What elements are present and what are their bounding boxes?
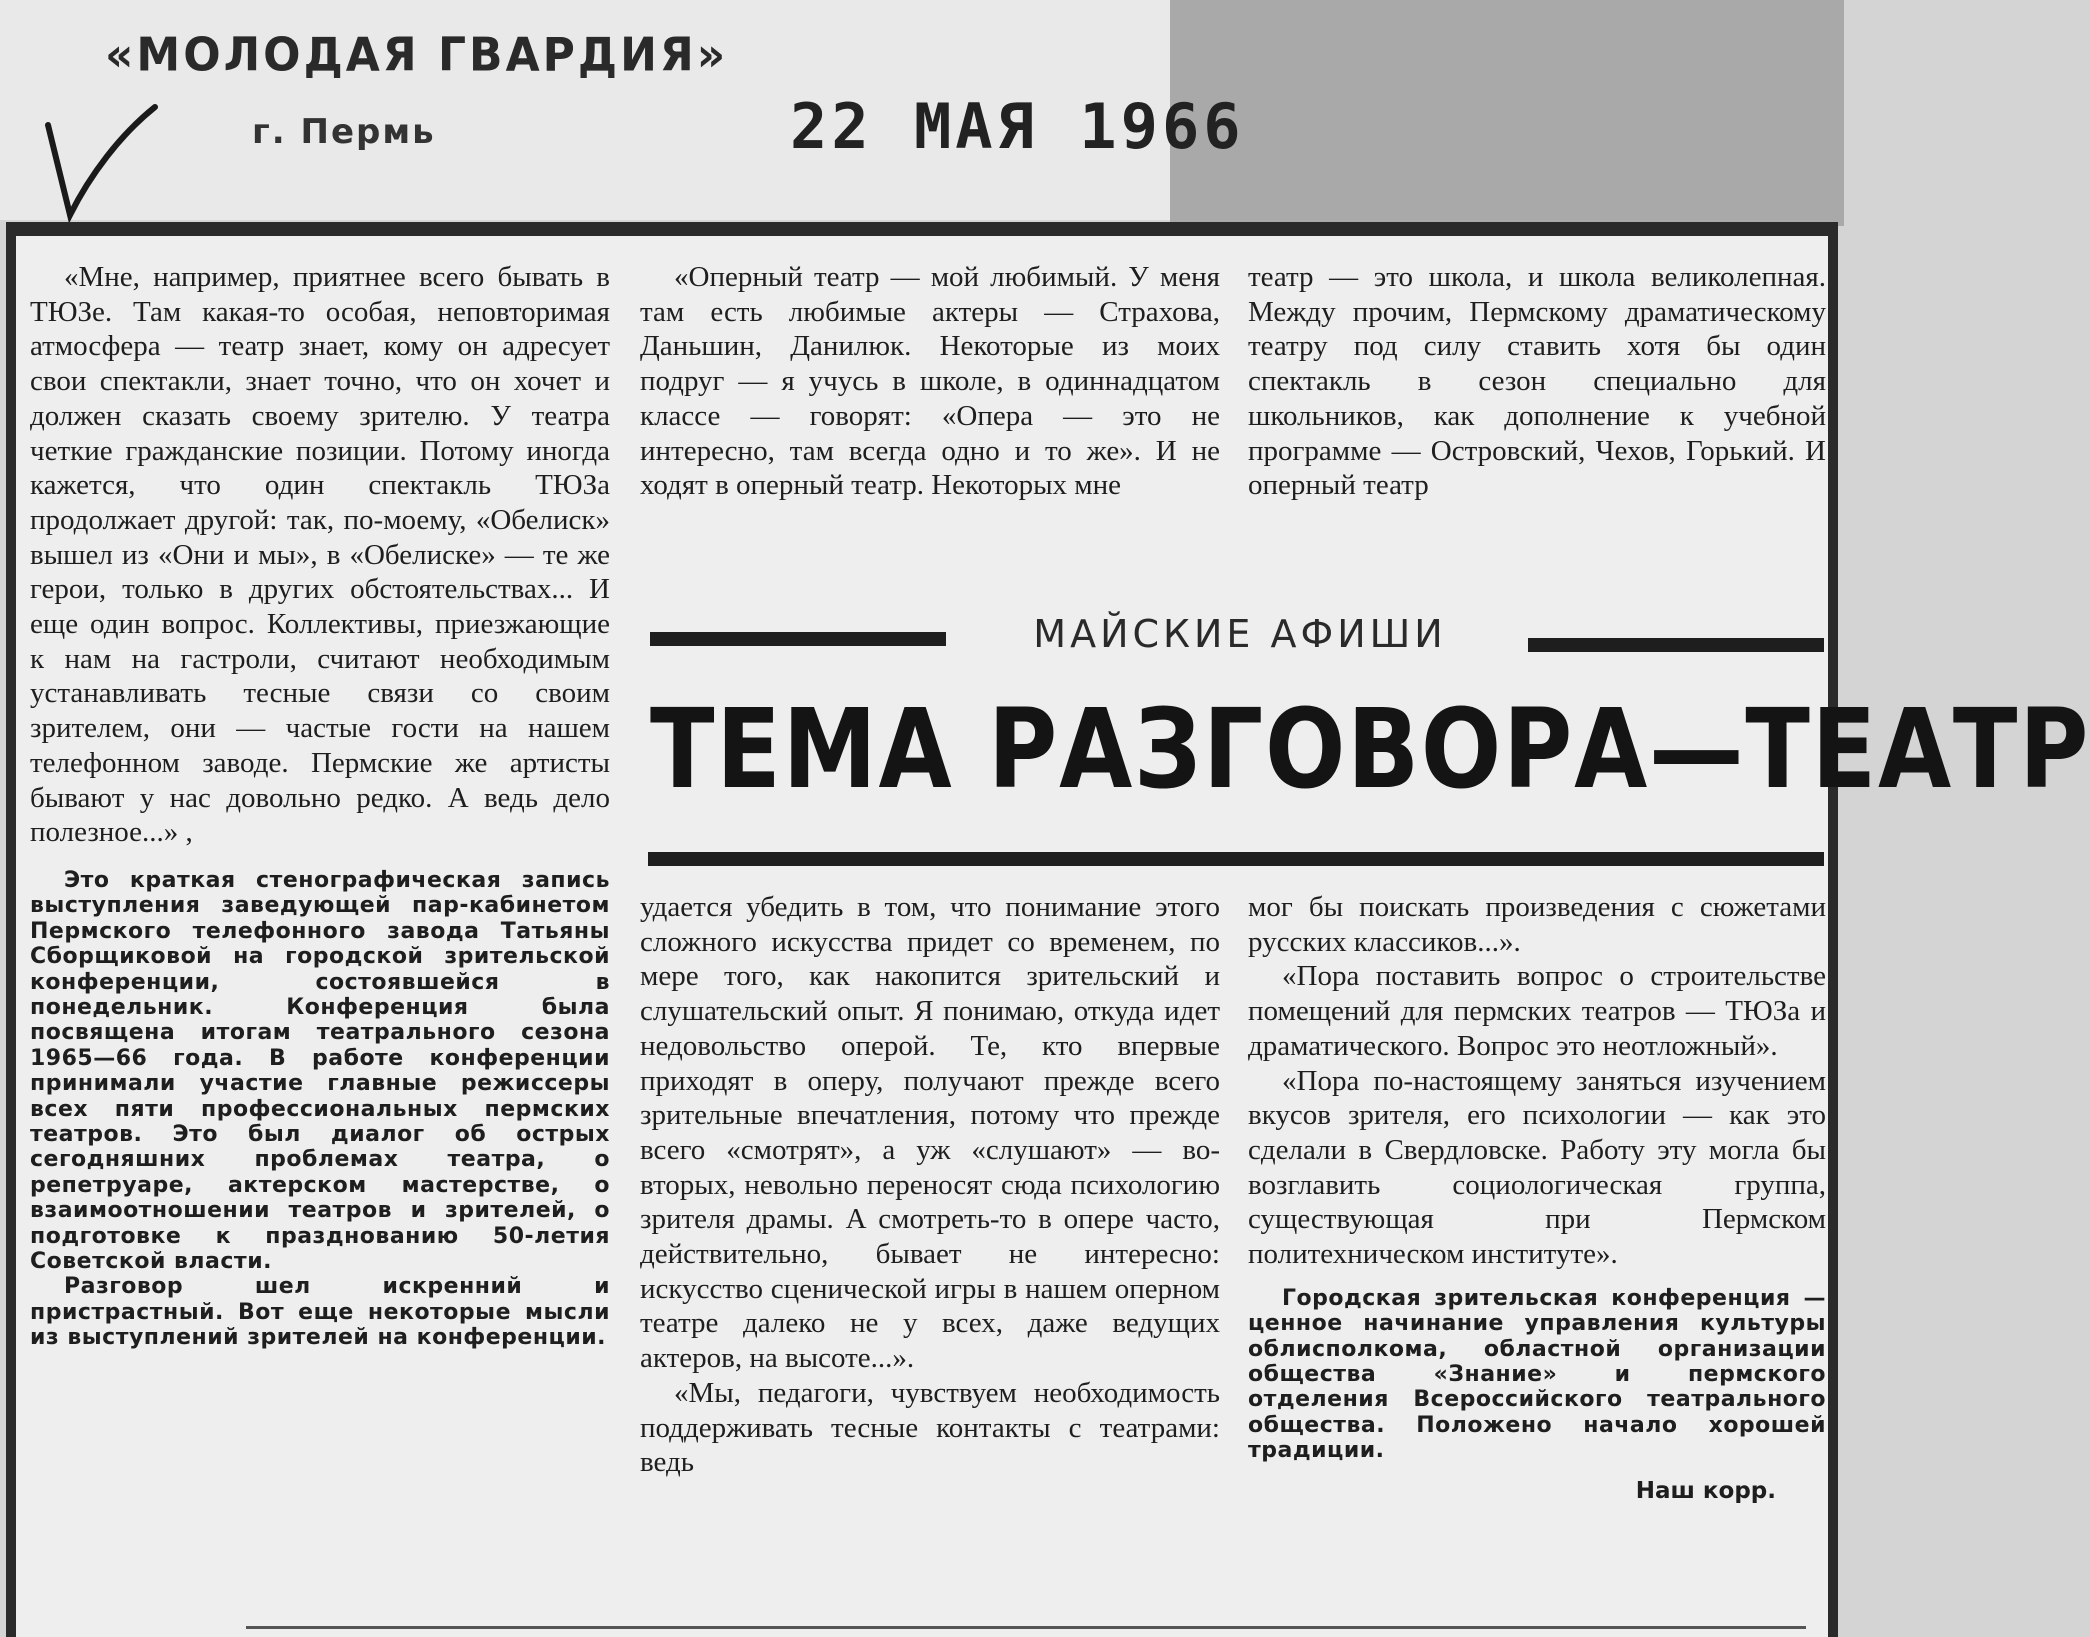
article-kicker: МАЙСКИЕ АФИШИ <box>1033 612 1447 656</box>
summary-paragraph: Это краткая стенографическая запись выступления заведующей пар-кабинетом Пермского телефонного завода Татьяны Сборщиковой на городской зрительской конференции, состоявшейся в понедельник. Конференция была посвящена итогам театрального сезона 1965—66 года. В работе конференции принимали участие главные режиссеры всех пяти профессиональных пермских театров. Это был диалог об острых сегодняшних проблемах театра, о репетруаре, актерском мастерстве, о взаимоотношении театров и зрителей, о подготовке к празднованию 50-летия Советской власти. <box>30 867 610 1275</box>
kicker-rule-right <box>1528 638 1824 652</box>
headline-rule-bottom <box>648 852 1824 866</box>
bottom-divider <box>246 1626 1806 1629</box>
newspaper-name-stamp: «МОЛОДАЯ ГВАРДИЯ» <box>105 28 729 83</box>
speech-quote: мог бы поискать произведения с сюжетами русских классиков...». <box>1248 891 1826 958</box>
speech-quote: «Мы, педагоги, чувствуем необходимость поддерживать тесные контакты с театрами: ведь <box>640 1376 1220 1479</box>
summary-paragraph: Разговор шел искренний и пристрастный. Вот еще некоторые мысли из выступлений зрителей на конференции. <box>30 1274 610 1351</box>
handwritten-check-icon <box>30 95 160 225</box>
closing-summary <box>1248 1286 1826 1464</box>
column-2-bottom <box>640 890 1220 1480</box>
speech-quote: «Пора поставить вопрос о строительстве помещений для пермских театров — ТЮЗа и драматического. Вопрос это неотложный». <box>1248 960 1826 1062</box>
speech-quote: «Оперный театр — мой любимый. У меня там есть любимые актеры — Страхова, Даньшин, Данилюк. Некоторые из моих подруг — я учусь в школе, в одиннадцатом классе — говорят: «Опера — это не интересно, там всегда одно и то же». И не ходят в оперный театр. Некоторых мне <box>640 261 1220 502</box>
scan-background <box>1170 0 1844 226</box>
article-headline: ТЕМА РАЗГОВОРА—ТЕАТР <box>650 685 2090 813</box>
summary-paragraph: Городская зрительская конференция — ценное начинание управления культуры облисполкома, областной организации общества «Знание» и пермского отделения Всероссийского театрального общества. Положено начало хорошей традиции. <box>1248 1285 1826 1464</box>
speech-quote: театр — это школа, и школа великолепная. Между прочим, Пермскому драматическому театру под силу ставить хотя бы один спектакль в сезон специально для школьников, как дополнение к учебной программе — Островский, Чехов, Горький. И оперный театр <box>1248 261 1826 502</box>
conference-summary <box>30 868 610 1351</box>
speech-quote: «Мне, например, приятнее всего бывать в ТЮЗе. Там какая-то особая, неповторимая атмосфера — театр знает, кому он адресует свои спектакли, знает точно, что он хочет и должен сказать своему зрителю. У театра четкие гражданские позиции. Потому иногда кажется, что один спектакль ТЮЗа продолжает другой: так, по-моему, «Обелиск» вышел из «Они и мы», в «Обелиске» — те же герои, только в других обстоятельствах... И еще один вопрос. Коллективы, приезжающие к нам на гастроли, считают необходимым устанавливать тесные связи со своим зрителем, они — частые гости на нашем телефонном заводе. Пермские же артисты бывают у нас довольно редко. А ведь дело полезное...» , <box>30 261 610 849</box>
kicker-rule-left <box>650 632 946 646</box>
speech-quote: «Пора по-настоящему заняться изучением вкусов зрителя, его психологии — как это сделали в Свердловске. Работу эту могла бы возглавить социологическая группа, существующая при Пермском политехническом институте». <box>1248 1064 1826 1271</box>
column-2-top <box>640 260 1220 503</box>
column-1 <box>30 260 610 1351</box>
column-3-top <box>1248 260 1826 503</box>
column-3-bottom <box>1248 890 1826 1508</box>
city-stamp: г. Пермь <box>252 112 436 152</box>
author-signature: Наш корр. <box>1635 1477 1776 1504</box>
date-stamp: 22 МАЯ 1966 <box>790 90 1245 163</box>
speech-quote: удается убедить в том, что понимание этого сложного искусства придет со временем, по мере того, как накопится зрительский и слушательский опыт. Я понимаю, откуда идет недовольство оперой. Те, кто впервые приходят в оперу, получают прежде всего зрительные впечатления, потому что прежде всего «смотрят», а уж «слушают» — во-вторых, невольно переносят сюда психологию зрителя драмы. А смотреть-то в опере часто, действительно, бывает не интересно: искусство сценической игры в нашем оперном театре далеко не у всех, даже ведущих актеров, на высоте...». <box>640 891 1220 1375</box>
